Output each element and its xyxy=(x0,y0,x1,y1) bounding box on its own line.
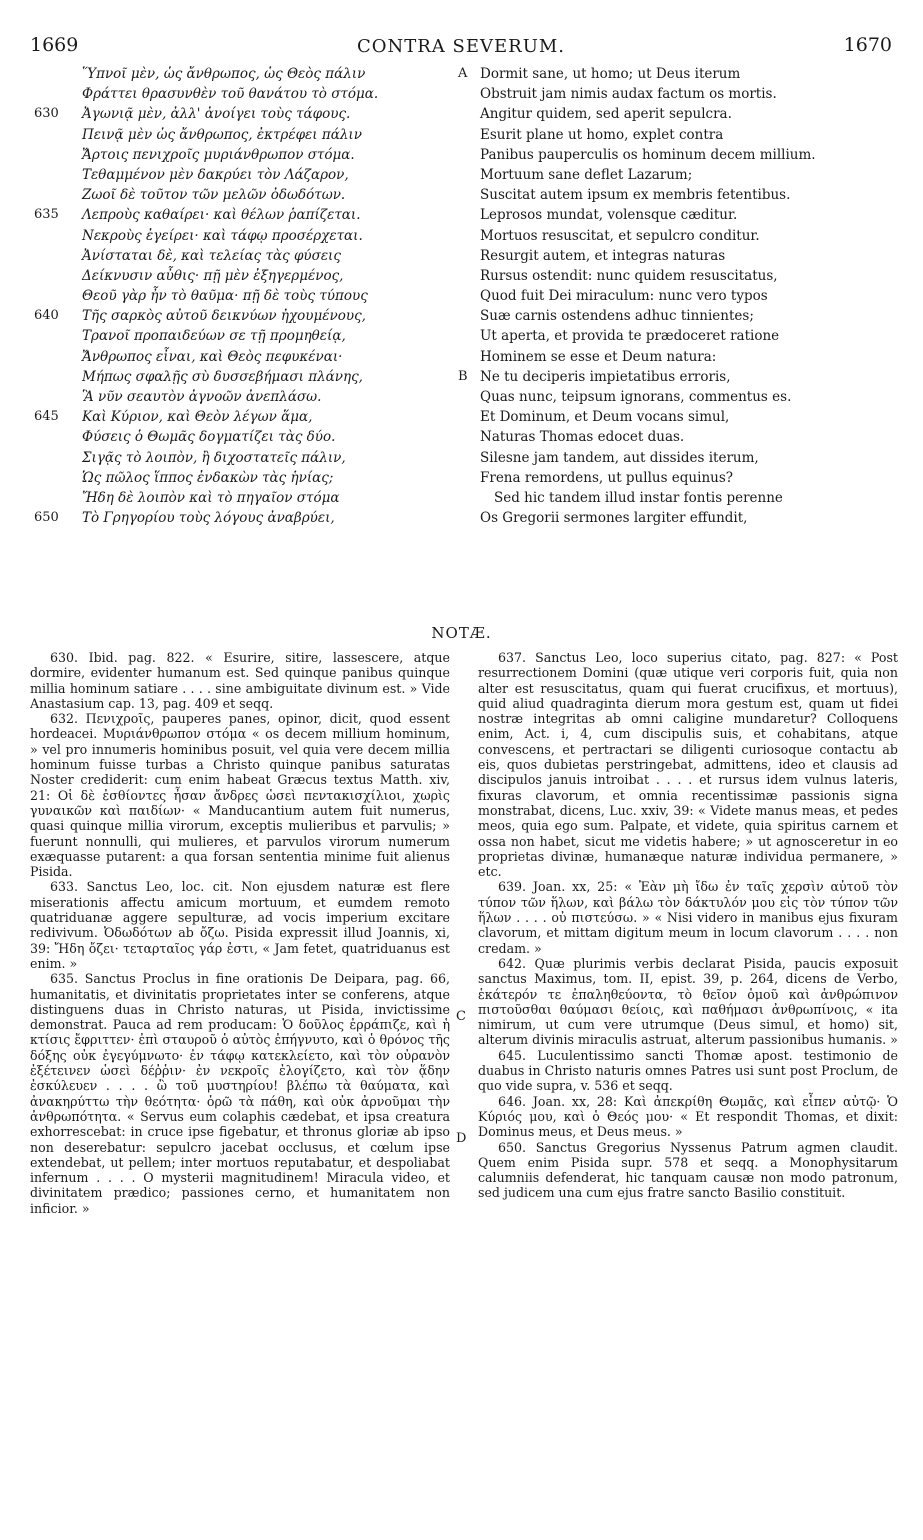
verse-number: 640 xyxy=(34,308,59,324)
latin-verse-line xyxy=(458,125,903,145)
latin-verse-line xyxy=(458,104,903,124)
greek-verse-text: Ἄνθρωπος εἶναι, καὶ Θεὸς πεφυκέναι· xyxy=(82,348,343,365)
greek-verse-line xyxy=(34,246,464,266)
greek-verse-line xyxy=(34,508,464,528)
latin-verse-text: Ut aperta, et provida te prædoceret ratione xyxy=(480,328,780,345)
margin-marker-a: A xyxy=(458,66,468,81)
greek-verse-line xyxy=(34,266,464,286)
right-column-number: 1670 xyxy=(843,34,892,56)
verse-number: 650 xyxy=(34,510,59,526)
note-paragraph: 646. Joan. xx, 28: Καὶ ἀπεκρίθη Θωμᾶς, καὶ εἶπεν αὐτῷ· Ὁ Κύριός μου, καὶ ὁ Θεός μου· « Et respondit Thomas, et dixit: Dominus meus, et Deus meus. » xyxy=(478,1093,898,1140)
greek-verse-line xyxy=(34,165,464,185)
latin-verse-text: Ne tu deciperis impietatibus erroris, xyxy=(480,368,731,385)
latin-verse-line xyxy=(458,226,903,246)
verse-number: 630 xyxy=(34,106,59,122)
latin-verse-text: Quas nunc, teipsum ignorans, commentus es. xyxy=(480,389,792,405)
greek-verse-column xyxy=(34,64,464,528)
latin-verse-line xyxy=(458,407,903,427)
latin-verse-text: Silesne jam tandem, aut dissides iterum, xyxy=(480,449,759,466)
latin-verse-line xyxy=(458,306,903,326)
greek-verse-text: Τρανοῖ προπαιδεύων σε τῇ προμηθείᾳ, xyxy=(82,328,346,345)
greek-verse-line xyxy=(34,145,464,165)
greek-verse-text: Θεοῦ γὰρ ἦν τὸ θαῦμα· πῇ δὲ τοὺς τύπους xyxy=(82,288,368,305)
greek-verse-line xyxy=(34,468,464,488)
latin-verse-text: Et Dominum, et Deum vocans simul, xyxy=(480,409,730,426)
latin-verse-line xyxy=(458,286,903,306)
latin-verse-line xyxy=(458,448,903,468)
latin-verse-line xyxy=(458,427,903,447)
latin-verse-text: Dormit sane, ut homo; ut Deus iterum xyxy=(480,66,741,82)
margin-marker-c: C xyxy=(456,1009,466,1024)
latin-verse-line xyxy=(458,367,903,387)
greek-verse-text: Ἃ νῦν σεαυτὸν ἀγνοῶν ἀνεπλάσω. xyxy=(82,389,322,405)
left-column-number: 1669 xyxy=(30,34,79,56)
notes-left-column xyxy=(30,650,450,1216)
latin-verse-line xyxy=(458,488,903,508)
greek-verse-text: Ἀγωνιᾷ μὲν, ἀλλ' ἀνοίγει τοὺς τάφους. xyxy=(82,106,351,123)
greek-verse-text: Τῆς σαρκὸς αὐτοῦ δεικνύων ἠχουμένους, xyxy=(82,308,366,325)
greek-verse-text: Τεθαμμένον μὲν δακρύει τὸν Λάζαρον, xyxy=(82,166,349,183)
greek-verse-text: Ἤδη δὲ λοιπὸν καὶ τὸ πηγαῖον στόμα xyxy=(82,489,340,506)
latin-verse-line xyxy=(458,246,903,266)
latin-verse-text: Naturas Thomas edocet duas. xyxy=(480,429,685,446)
greek-verse-line xyxy=(34,226,464,246)
page-header xyxy=(30,34,892,64)
verse-number: 645 xyxy=(34,409,59,425)
greek-verse-line xyxy=(34,185,464,205)
note-paragraph: 630. Ibid. pag. 822. « Esurire, sitire, lassescere, atque dormire, evidenter humanum est. Sed quinque panibus quinque millia hominum satiare . . . . sine ambiguitate divinum est. » Vide Anastasium cap. 13, pag. 409 et seqq. xyxy=(30,650,450,711)
latin-verse-text: Quod fuit Dei miraculum: nunc vero typos xyxy=(480,288,768,305)
greek-verse-text: Μήπως σφαλῇς σὺ δυσσεβήμασι πλάνης, xyxy=(82,368,363,385)
greek-verse-text: Ἄρτοις πενιχροῖς μυριάνθρωπον στόμα. xyxy=(82,146,355,163)
latin-verse-line xyxy=(458,468,903,488)
margin-marker-b: B xyxy=(458,368,468,384)
greek-verse-text: Ὡς πῶλος ἵππος ἐνδακὼν τὰς ἡνίας; xyxy=(82,469,334,486)
latin-verse-line xyxy=(458,508,903,528)
latin-verse-text: Resurgit autem, et integras naturas xyxy=(480,247,726,264)
greek-verse-line xyxy=(34,104,464,124)
greek-verse-text: Τὸ Γρηγορίου τοὺς λόγους ἀναβρύει, xyxy=(82,510,335,527)
greek-verse-text: Ὕπνοῖ μὲν, ὡς ἄνθρωπος, ὡς Θεὸς πάλιν xyxy=(82,66,366,82)
latin-verse-text: Frena remordens, ut pullus equinus? xyxy=(480,469,733,486)
greek-verse-text: Ζωοῖ δὲ τοῦτον τῶν μελῶν ὀδωδότων. xyxy=(82,187,346,204)
greek-verse-line xyxy=(34,427,464,447)
greek-verse-line xyxy=(34,286,464,306)
latin-verse-text: Panibus pauperculis os hominum decem millium. xyxy=(480,146,816,163)
greek-verse-text: Πεινᾷ μὲν ὡς ἄνθρωπος, ἐκτρέφει πάλιν xyxy=(82,126,362,143)
note-paragraph: 635. Sanctus Proclus in fine orationis De Deipara, pag. 66, humanitatis, et divinitatis proprietates inter se conferens, atque distinguens duas in Christo naturas, ut Pisida, invictissime demonstrat. Pauca ad rem producam: Ὁ δοῦλος ἐρράπιζε, καὶ ἡ κτίσις ἔφριττεν· ἐπὶ σταυροῦ ὁ αὐτὸς ἐπήγνυτο, καὶ ὁ θρόνος τῆς δόξης οὐκ ἐγεγύμνωτο· ἐν τάφῳ κατεκλείετο, καὶ τὸν οὐρανὸν ἐξέτεινεν ὡσεὶ δέῤῥιν· ἐν νεκροῖς ἐλογίζετο, καὶ τὸν ᾅδην ἐσκύλευεν . . . . ὢ τοῦ μυστηρίου! βλέπω τὰ θαύματα, καὶ ἀνακηρύττω τὴν θεότητα· ὁρῶ τὰ πάθη, καὶ οὐκ ἀρνοῦμαι τὴν ἀνθρωπότητα. « Servus eum colaphis cædebat, et ipsa creatura exhorrescebat: in cruce ipse figebatur, et thronus gloriæ ab ipso non deserebatur: sepulcro jacebat occlusus, et cœlum ipse extendebat, ut pellem; inter mortuos reputabatur, et despoliabat infernum . . . . O mysterii magnitudinem! Miracula video, et divinitatem prædico; passiones cerno, et humanitatem non inficior. » xyxy=(30,971,450,1216)
note-paragraph: 632. Πενιχροῖς, pauperes panes, opinor, dicit, quod essent hordeacei. Μυριάνθρωπον στόμα « os decem millium hominum, » vel pro innumeris hominibus posuit, vel quia vere decem millia hominum fuisse turbas a Christo quinque panibus saturatas Noster crediderit: cum enim habeat Græcus textus Matth. xiv, 21: Οἱ δὲ ἐσθίοντες ἦσαν ἄνδρες ὡσεὶ πεντακισχίλιοι, χωρὶς γυναικῶν καὶ παιδίων· « Manducantium autem fuit numerus, quasi quinque millia virorum, exceptis mulieribus et parvulis; » fuerunt nonnulli, qui mulieres, et parvulos virorum numerum exæquasse putarent: a qua forsan sententia minime fuit alienus Pisida. xyxy=(30,711,450,880)
greek-verse-text: Νεκροὺς ἐγείρει· καὶ τάφῳ προσέρχεται. xyxy=(82,227,363,244)
latin-verse-text: Os Gregorii sermones largiter effundit, xyxy=(480,510,748,527)
latin-verse-text: Mortuum sane deflet Lazarum; xyxy=(480,166,693,183)
notes-right-column xyxy=(478,650,898,1201)
greek-verse-text: Ἀνίσταται δὲ, καὶ τελείας τὰς φύσεις xyxy=(82,247,341,264)
latin-verse-line xyxy=(458,185,903,205)
latin-verse-line xyxy=(458,205,903,225)
latin-verse-text: Hominem se esse et Deum natura: xyxy=(480,348,717,365)
greek-verse-line xyxy=(34,448,464,468)
margin-marker-d: D xyxy=(456,1131,467,1146)
latin-verse-text: Mortuos resuscitat, et sepulcro conditur. xyxy=(480,227,760,244)
latin-verse-column xyxy=(458,64,903,528)
latin-verse-line xyxy=(458,326,903,346)
latin-verse-text: Obstruit jam nimis audax factum os mortis. xyxy=(480,86,777,103)
running-title: CONTRA SEVERUM. xyxy=(356,36,566,57)
latin-verse-text: Suscitat autem ipsum ex membris fetentibus. xyxy=(480,187,791,204)
greek-verse-text: Φύσεις ὁ Θωμᾶς δογματίζει τὰς δύο. xyxy=(82,429,336,446)
latin-verse-text: Angitur quidem, sed aperit sepulcra. xyxy=(480,106,732,123)
greek-verse-text: Καὶ Κύριον, καὶ Θεὸν λέγων ἅμα, xyxy=(82,409,313,426)
greek-verse-line xyxy=(34,367,464,387)
note-paragraph: 642. Quæ plurimis verbis declarat Pisida, paucis exposuit sanctus Maximus, tom. II, epist. 39, p. 264, dicens de Verbo, ἑκάτερόν τε ἐπαληθεύοντα, τὸ θεῖον ὁμοῦ καὶ ἀνθρώπινον πιστοῦσθαι θαύμασι θείοις, καὶ παθήμασι ἀνθρωπίνοις, « ita nimirum, ut cum vere utrumque (Deus simul, et homo) sit, alterum divinis miraculis astruat, alterum passionibus humanis. » xyxy=(478,955,898,1048)
greek-verse-line xyxy=(34,84,464,104)
latin-verse-line xyxy=(458,347,903,367)
latin-verse-text: Leprosos mundat, volensque cæditur. xyxy=(480,207,738,224)
note-paragraph: 650. Sanctus Gregorius Nyssenus Patrum agmen claudit. Quem enim Pisida supr. 578 et seqq. a Monophysitarum calumniis defenderat, hic tanquam causæ non modo patronum, sed judicem una cum ejus fratre sancto Basilio constituit. xyxy=(478,1139,898,1201)
greek-verse-line xyxy=(34,347,464,367)
greek-verse-line xyxy=(34,205,464,225)
latin-verse-line xyxy=(458,266,903,286)
greek-verse-line xyxy=(34,407,464,427)
note-paragraph: 639. Joan. xx, 25: « Ἐὰν μὴ ἴδω ἐν ταῖς χερσὶν αὐτοῦ τὸν τύπον τῶν ἥλων, καὶ βάλω τὸν δάκτυλόν μου εἰς τὸν τύπον τῶν ἥλων . . . . οὐ πιστεύσω. » « Nisi videro in manibus ejus fixuram clavorum, et mittam digitum meum in locum clavorum . . . . non credam. » xyxy=(478,879,898,956)
note-paragraph: 637. Sanctus Leo, loco superius citato, pag. 827: « Post resurrectionem Domini (quæ utique veri corporis fuit, quia non alter est resuscitatus, quam qui fuerat crucifixus, et mortuus), quid aliud quadraginta dierum mora gestum est, quam ut fidei nostræ integritas ab omni caligine mundaretur? Colloquens enim, Act. i, 4, cum discipulis suis, et cohabitans, atque convescens, et pertractari se diligenti curiosoque contactu ab eis, quos dubietas perstringebat, admittens, ideo et clausis ad discipulos januis introibat . . . . et rursus idem vulnus lateris, fixuras clavorum, et omnia recentissimæ passionis signa monstrabat, dicens, Luc. xxiv, 39: « Videte manus meas, et pedes meos, quia ego sum. Palpate, et videte, quia spiritus carnem et ossa non habet, sicut me videtis habere; » ut agnosceretur in eo proprietas divinæ, humanæque naturæ individua permanere, » etc. xyxy=(478,650,898,880)
latin-verse-line xyxy=(458,145,903,165)
latin-verse-line xyxy=(458,84,903,104)
latin-verse-text: Rursus ostendit: nunc quidem resuscitatus, xyxy=(480,267,778,284)
greek-verse-line xyxy=(34,306,464,326)
notes-heading: NOTÆ. xyxy=(431,624,492,642)
latin-verse-line xyxy=(458,387,903,407)
greek-verse-text: Φράττει θρασυνθὲν τοῦ θανάτου τὸ στόμα. xyxy=(82,86,379,103)
greek-verse-line xyxy=(34,64,464,84)
latin-verse-line xyxy=(458,64,903,84)
greek-verse-line xyxy=(34,125,464,145)
greek-verse-line xyxy=(34,326,464,346)
greek-verse-line xyxy=(34,488,464,508)
note-paragraph: 633. Sanctus Leo, loc. cit. Non ejusdem naturæ est flere miserationis affectu amicum mortuum, et eumdem remoto quatriduanæ aggere sepulturæ, ad vocis imperium excitare redivivum. Ὀδωδότων ab ὄζω. Pisida expressit illud Joannis, xi, 39: Ἤδη ὄζει· τεταρταῖος γάρ ἐστι, « Jam fetet, quatriduanus est enim. » xyxy=(30,879,450,971)
latin-verse-text: Sed hic tandem illud instar fontis perenne xyxy=(494,489,783,506)
verse-number: 635 xyxy=(34,207,59,223)
latin-verse-text: Esurit plane ut homo, explet contra xyxy=(480,126,724,143)
latin-verse-line xyxy=(458,165,903,185)
latin-verse-text: Suæ carnis ostendens adhuc tinnientes; xyxy=(480,308,754,325)
greek-verse-line xyxy=(34,387,464,407)
note-paragraph: 645. Luculentissimo sancti Thomæ apost. testimonio de duabus in Christo naturis omnes Patres usi sunt post Proclum, de quo vide supra, v. 536 et seqq. xyxy=(478,1047,898,1094)
greek-verse-text: Λεπροὺς καθαίρει· καὶ θέλων ῥαπίζεται. xyxy=(82,207,361,224)
greek-verse-text: Δείκνυσιν αὖθις· πῇ μὲν ἐξηγερμένος, xyxy=(82,267,344,284)
greek-verse-text: Σιγᾷς τὸ λοιπὸν, ἢ διχοστατεῖς πάλιν, xyxy=(82,449,346,466)
